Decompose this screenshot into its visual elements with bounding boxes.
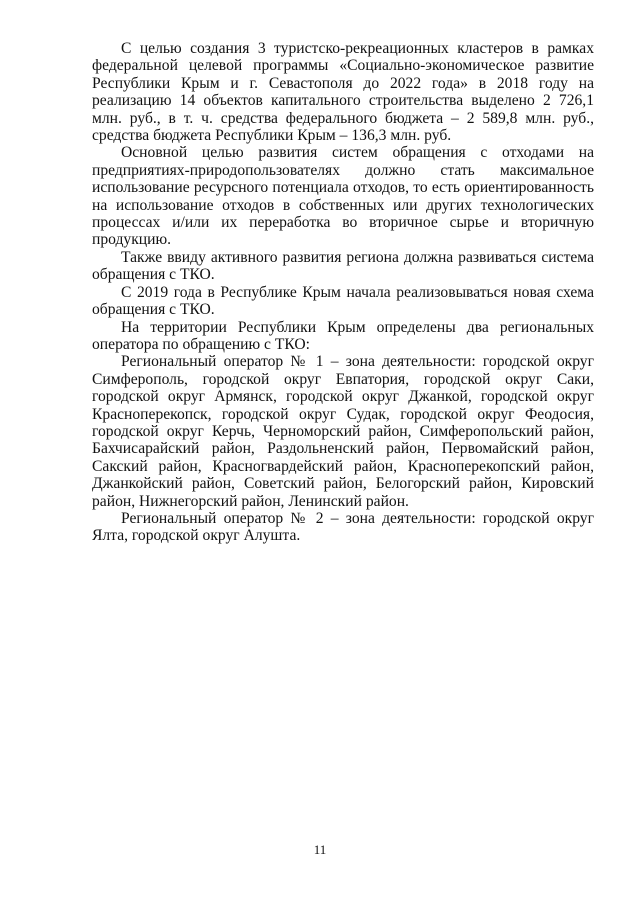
paragraph-waste-goal: Основной целью развития систем обращения с отходами на предприятиях-природопользователях должно стать максимальное использование ресурсного потенциала отходов, то есть ориентированность на использование отходов в собственных или других технологических процессах и/или их переработка во вторичное сырье и вторичную продукцию. — [92, 144, 594, 249]
body-text — [92, 40, 594, 545]
paragraph-tko-system: Также ввиду активного развития региона должна развиваться система обращения с ТКО. — [92, 248, 594, 284]
paragraph-new-scheme: С 2019 года в Республике Крым начала реализовываться новая схема обращения с ТКО. — [92, 283, 594, 319]
paragraph-operator-1: Региональный оператор № 1 – зона деятельности: городской округ Симферополь, городской округ Евпатория, городской округ Саки, городской округ Армянск, городской округ Джанкой, городской округ Красноперекопск, городской округ Судак, городской округ Феодосия, городской округ Керчь, Черноморский район, Симферопольский район, Бахчисарайский район, Раздольненский район, Первомайский район, Сакский район, Красногвардейский район, Красноперекопский район, Джанкойский район, Советский район, Белогорский район, Кировский район, Нижнегорский район, Ленинский район. — [92, 353, 594, 510]
paragraph-clusters-funding: С целью создания 3 туристско-рекреационных кластеров в рамках федеральной целевой программы «Социально-экономическое развитие Республики Крым и г. Севастополя до 2022 года» в 2018 году на реализацию 14 объектов капитального строительства выделено 2 726,1 млн. руб., в т. ч. средства федерального бюджета – 2 589,8 млн. руб., средства бюджета Республики Крым – 136,3 млн. руб. — [92, 40, 594, 145]
page-number: 11 — [313, 842, 327, 857]
paragraph-two-operators: На территории Республики Крым определены два региональных оператора по обращению с ТКО: — [92, 318, 594, 353]
paragraph-operator-2: Региональный оператор № 2 – зона деятельности: городской округ Ялта, городской округ Алушта. — [92, 509, 594, 545]
